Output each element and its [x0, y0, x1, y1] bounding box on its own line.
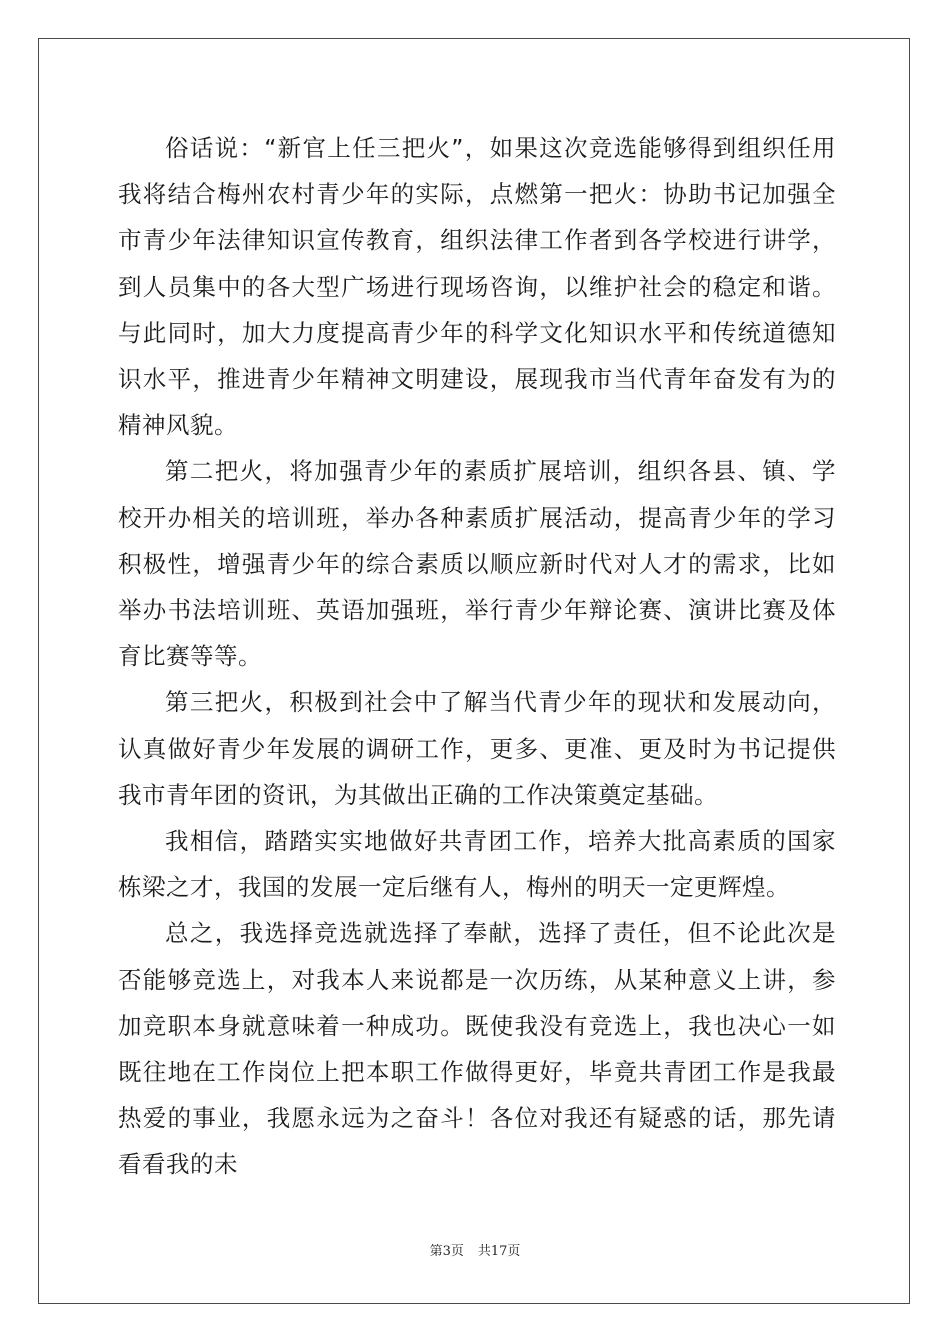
page-total: 共17页	[477, 1244, 521, 1259]
paragraph-5: 总之，我选择竞选就选择了奉献，选择了责任，但不论此次是否能够竞选上，对我本人来说都是一次历练，从某种意义上讲，参加竞职本身就意味着一种成功。既使我没有竞选上，我也决心一如既往地在工作岗位上把本职工作做得更好，毕竟共青团工作是我最热爱的事业，我愿永远为之奋斗！各位对我还有疑惑的话，那先请看看我的未	[118, 919, 836, 1179]
page-footer	[0, 1244, 950, 1260]
page-number: 第3页	[429, 1244, 464, 1259]
paragraph-1: 俗话说：“新官上任三把火”，如果这次竞选能够得到组织任用我将结合梅州农村青少年的实际，点燃第一把火：协助书记加强全市青少年法律知识宣传教育，组织法律工作者到各学校进行讲学，到人员集中的各大型广场进行现场咨询，以维护社会的稳定和谐。与此同时，加大力度提高青少年的科学文化知识水平和传统道德知识水平，推进青少年精神文明建设，展现我市当代青年奋发有为的精神风貌。	[118, 134, 836, 440]
document-body	[118, 125, 836, 1188]
paragraph-3: 第三把火，积极到社会中了解当代青少年的现状和发展动向，认真做好青少年发展的调研工作，更多、更准、更及时为书记提供我市青年团的资讯，为其做出正确的工作决策奠定基础。	[118, 688, 836, 809]
paragraph-2: 第二把火，将加强青少年的素质扩展培训，组织各县、镇、学校开办相关的培训班，举办各种素质扩展活动，提高青少年的学习积极性，增强青少年的综合素质以顺应新时代对人才的需求，比如举办书法培训班、英语加强班，举行青少年辩论赛、演讲比赛及体育比赛等等。	[118, 457, 836, 671]
paragraph-4: 我相信，踏踏实实地做好共青团工作，培养大批高素质的国家栋梁之才，我国的发展一定后继有人，梅州的明天一定更辉煌。	[118, 827, 836, 902]
